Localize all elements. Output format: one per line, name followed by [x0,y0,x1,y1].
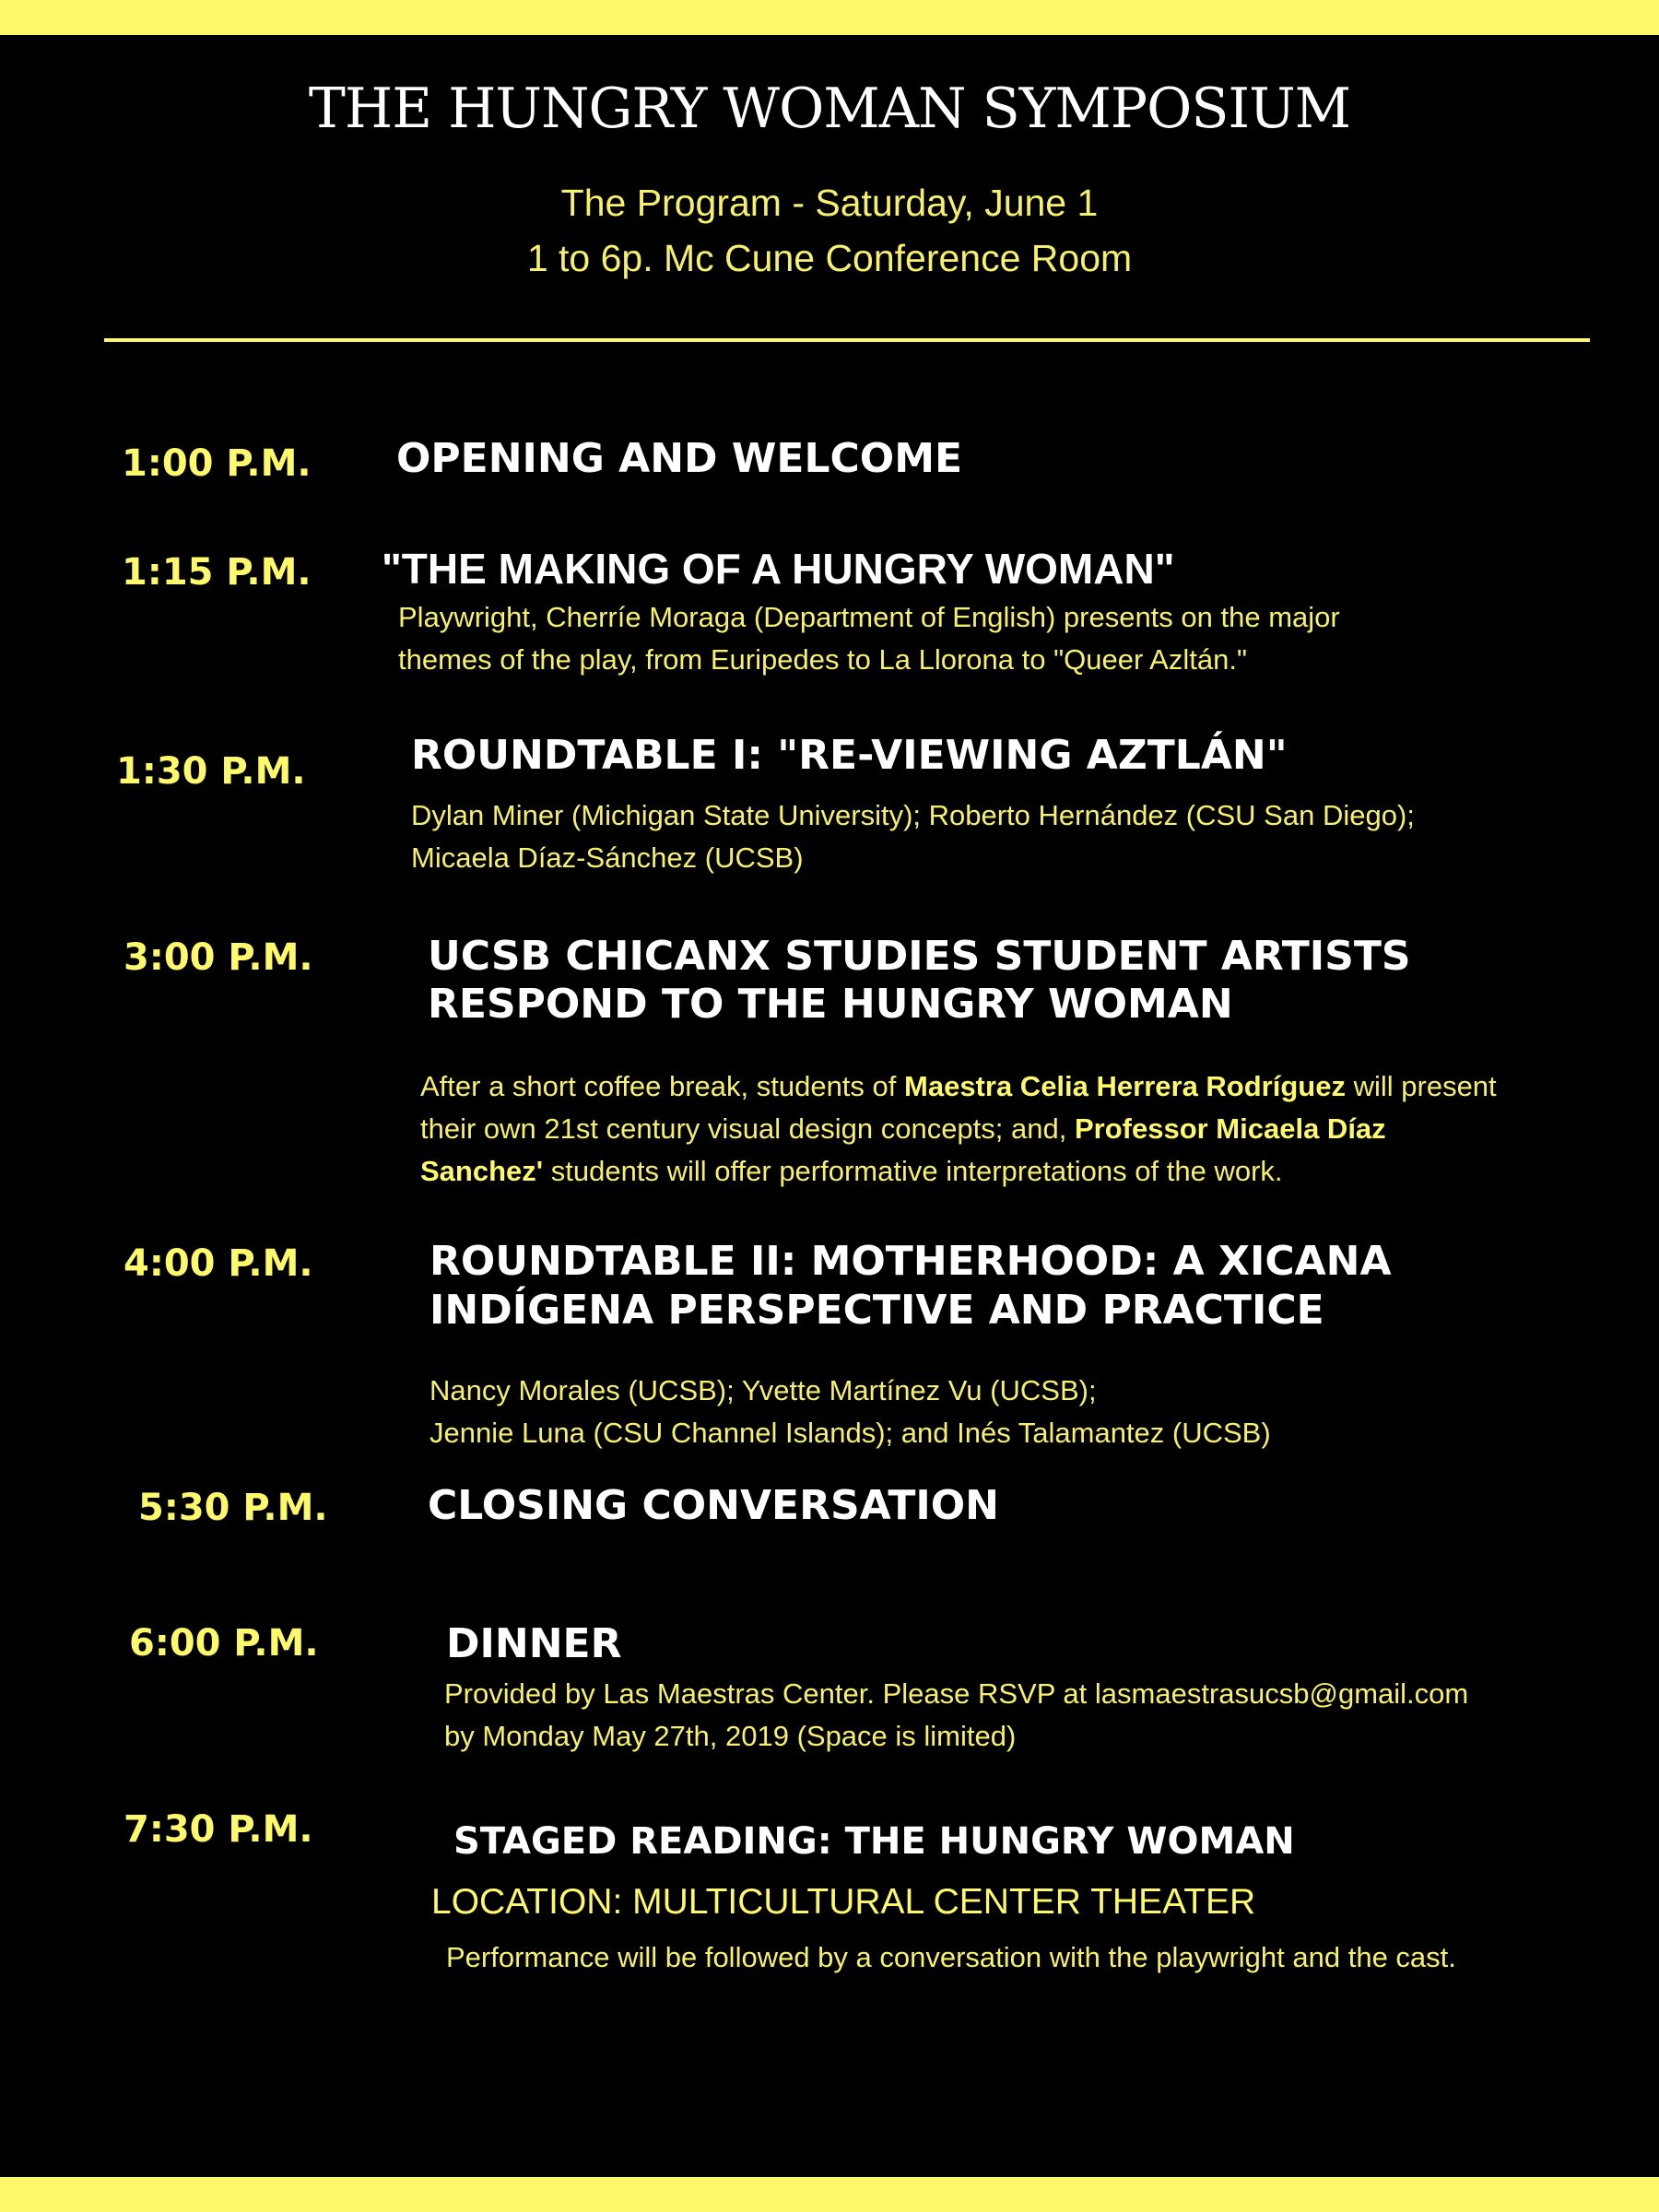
time-label: 5:30 P.M. [138,1487,328,1529]
event-title: UCSB CHICANX STUDIES STUDENT ARTISTS [428,933,1411,980]
event-description: Micaela Díaz-Sánchez (UCSB) [411,841,804,874]
highlighted-name: Maestra Celia Herrera Rodríguez [904,1070,1346,1102]
event-title: STAGED READING: THE HUNGRY WOMAN [453,1820,1295,1863]
time-label: 7:30 P.M. [124,1808,313,1851]
event-title: "THE MAKING OF A HUNGRY WOMAN" [382,545,1175,593]
event-title: ROUNDTABLE II: MOTHERHOOD: A XICANA [429,1238,1392,1285]
program-location: 1 to 6p. Mc Cune Conference Room [526,237,1133,279]
time-label: 1:30 P.M. [116,750,306,793]
event-description: Jennie Luna (CSU Channel Islands); and Inés Talamantez (UCSB) [429,1417,1271,1449]
event-description: by Monday May 27th, 2019 (Space is limited) [444,1720,1017,1752]
event-title: ROUNDTABLE I: "RE-VIEWING AZTLÁN" [411,732,1288,779]
event-description: Provided by Las Maestras Center. Please RSVP at lasmaestrasucsb@gmail.com [444,1677,1469,1710]
event-description: Performance will be followed by a conversation with the playwright and the cast. [446,1941,1456,1973]
event-title: OPENING AND WELCOME [396,435,963,482]
event-description: Dylan Miner (Michigan State University); Roberto Hernández (CSU San Diego); [411,799,1415,831]
time-label: 3:00 P.M. [124,936,313,979]
event-title: DINNER [446,1620,622,1667]
program-date: The Program - Saturday, June 1 [560,182,1099,224]
event-title: RESPOND TO THE HUNGRY WOMAN [428,981,1233,1028]
event-description: Nancy Morales (UCSB); Yvette Martínez Vu (UCSB); [429,1374,1097,1406]
event-description: After a short coffee break, students of Maestra Celia Herrera Rodríguez will present their own 21st century visual design concepts; and, Professor Micaela Díaz Sanchez' students will offer performative interpretations of the work. [420,1070,1497,1187]
time-label: 1:15 P.M. [122,551,312,594]
top-border [0,0,1659,35]
bottom-border [0,2177,1659,2212]
time-label: 4:00 P.M. [124,1242,313,1285]
event-location: LOCATION: MULTICULTURAL CENTER THEATER [431,1882,1256,1922]
time-label: 1:00 P.M. [122,442,312,485]
event-title: INDÍGENA PERSPECTIVE AND PRACTICE [429,1287,1324,1334]
page-title: THE HUNGRY WOMAN SYMPOSIUM [308,76,1351,141]
event-title: CLOSING CONVERSATION [428,1482,999,1529]
highlighted-name: Professor Micaela Díaz Sanchez' [420,1112,1386,1187]
header-divider [104,338,1590,342]
event-description: themes of the play, from Euripedes to La Llorona to "Queer Azltán." [398,643,1247,676]
time-label: 6:00 P.M. [129,1622,319,1665]
event-description: Playwright, Cherríe Moraga (Department of English) presents on the major [398,601,1340,633]
